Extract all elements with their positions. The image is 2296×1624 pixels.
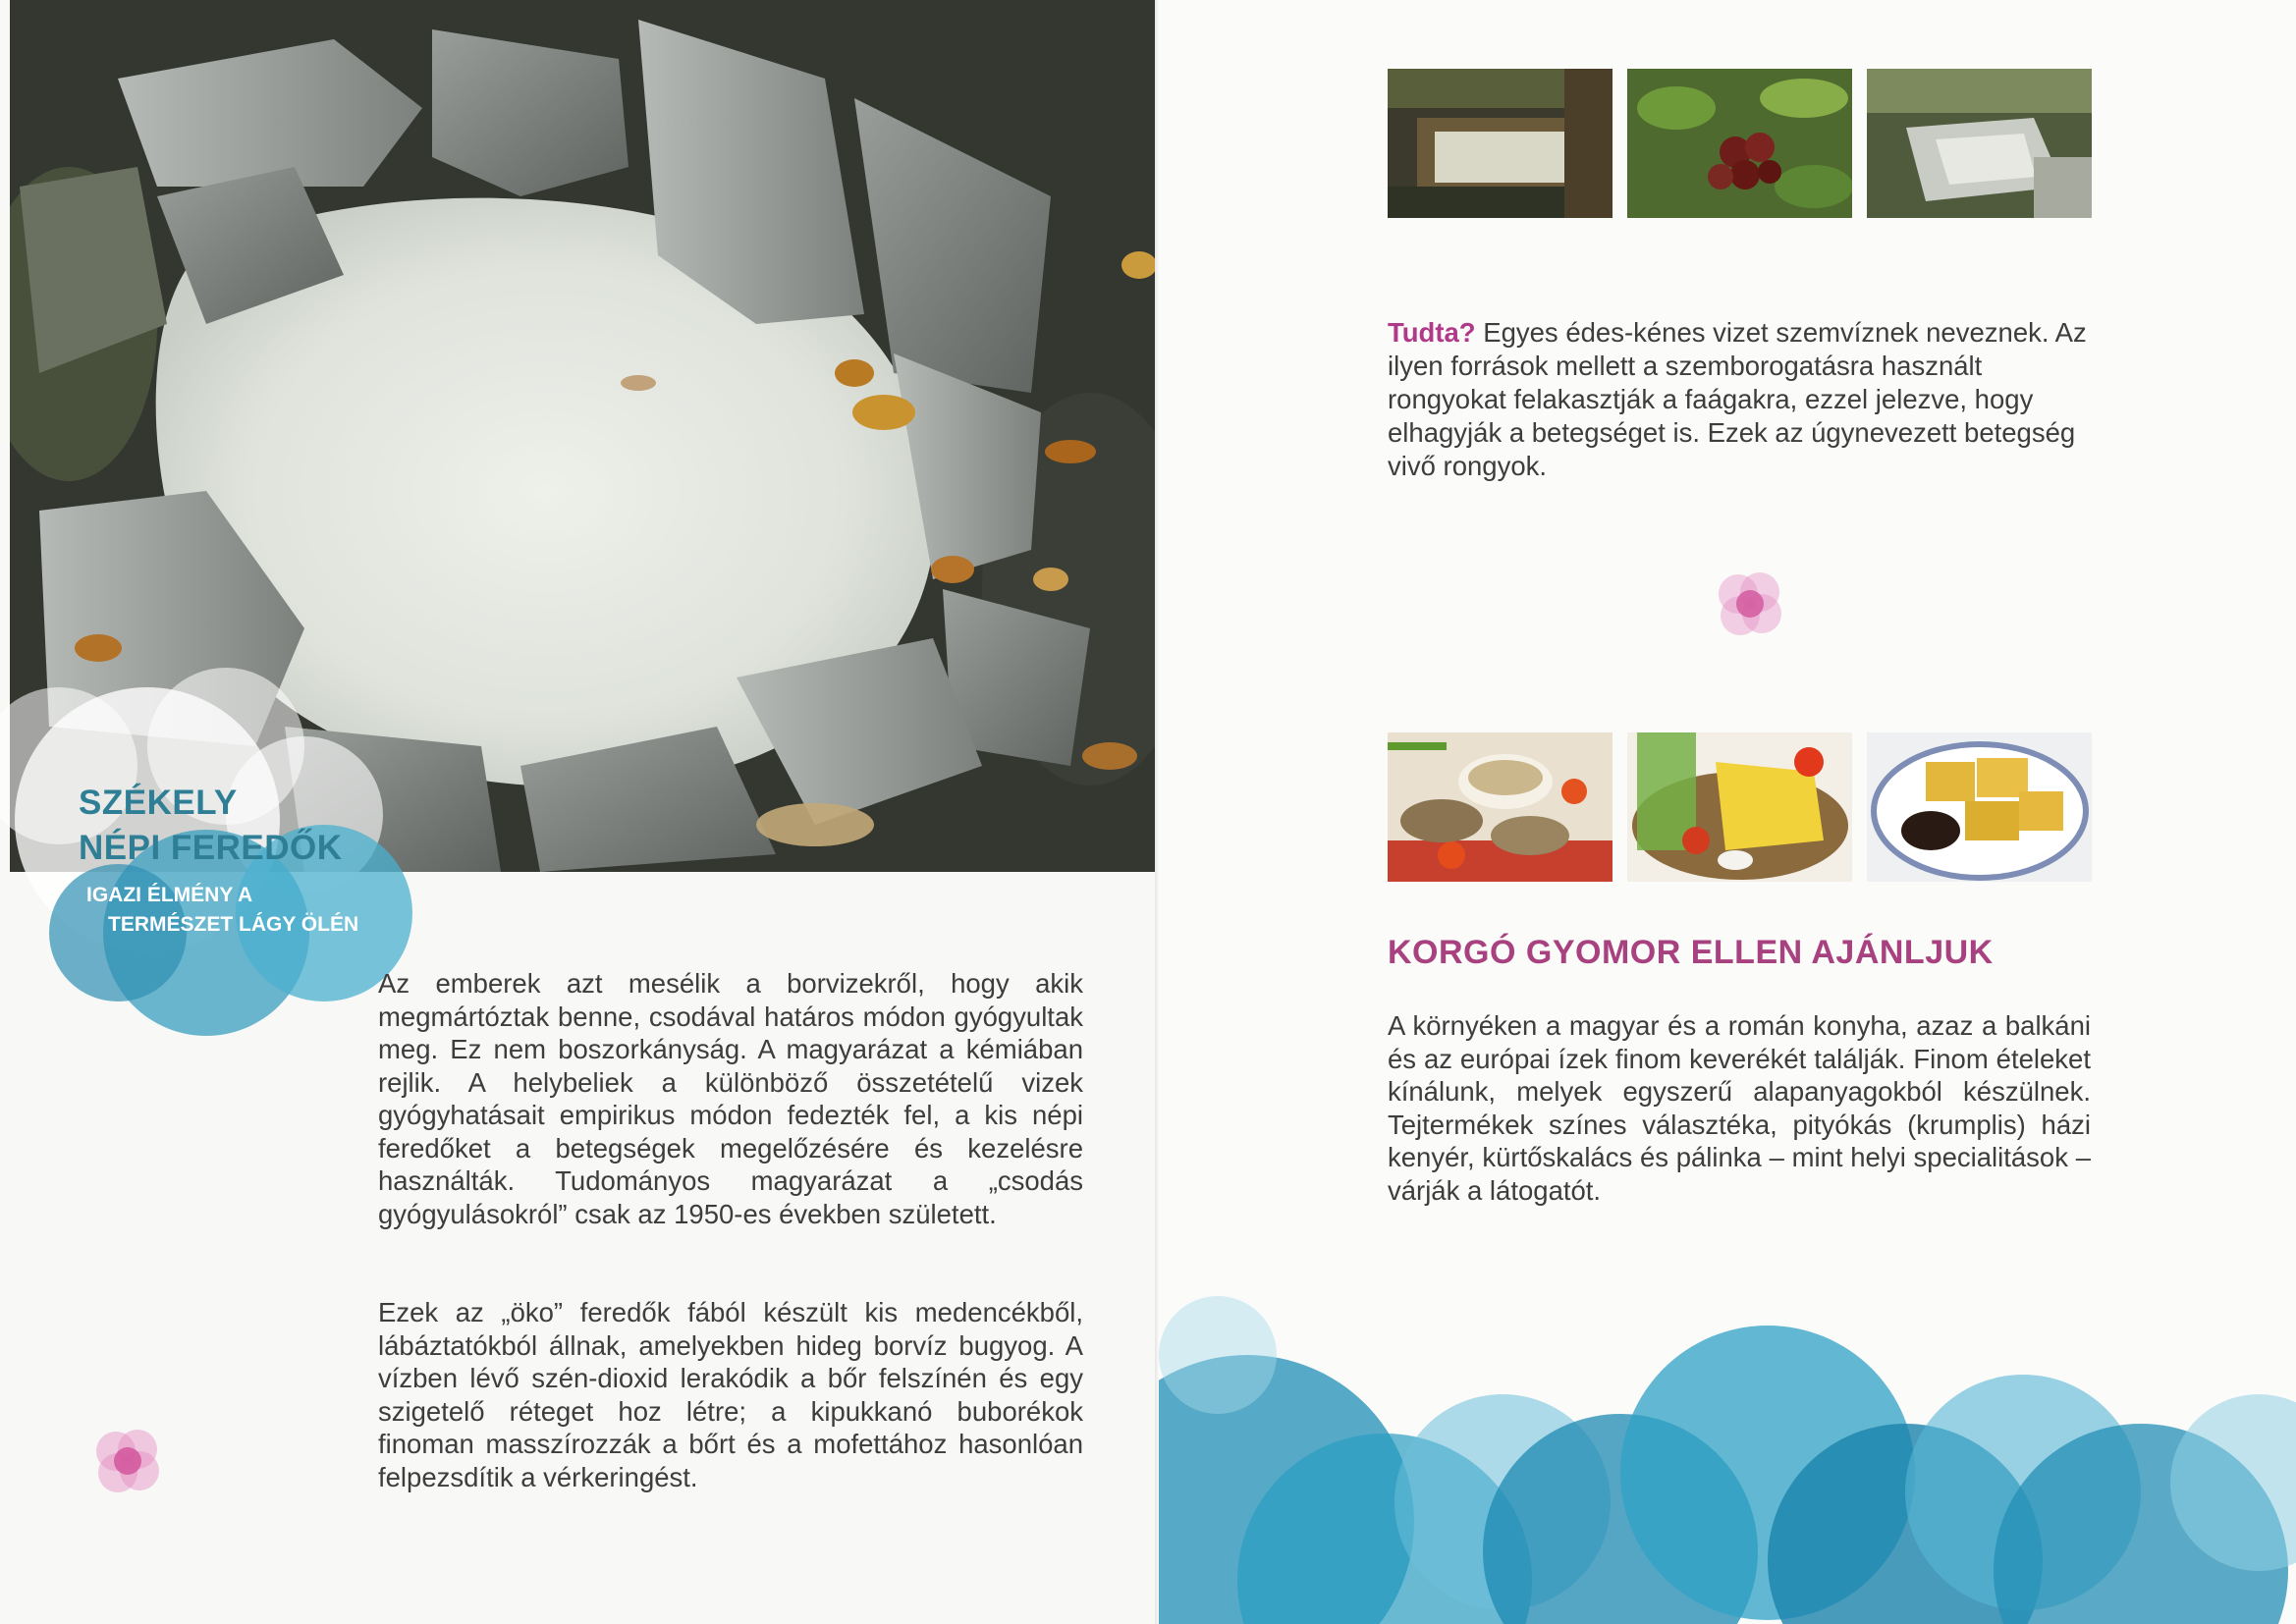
cake-plate-thumbnail	[1867, 732, 2092, 882]
paragraph-borviz: Az emberek azt mesélik a borvizekről, hogy akik megmártóztak benne, csodával határos módon gyógyultak meg. Ez nem boszorkányság. A magyarázat a kémiában rejlik. A helybeliek a különböző összetételű vizek gyógyhatásait empirikus módon fedezték fel, a kis népi feredőket a betegségek megelőzésére és kezelésre használták. Tudományos magyarázat a „csodás gyógyulásokról” csak az 1950-es években született.	[378, 968, 1083, 1229]
did-you-know-label: Tudta?	[1388, 317, 1476, 348]
paragraph-cuisine: A környéken a magyar és a román konyha, azaz a balkáni és az európai ízek finom keverékét találják. Finom ételeket kínálunk, melyek egyszerű alapanyagokból készülnek. Tejtermékek színes választéka, pityókás (krumplis) házi kenyér, kürtőskalács és pálinka – mint helyi specialitások – várják a látogatót.	[1388, 1010, 2091, 1206]
white-stone-spring-thumbnail	[1867, 69, 2092, 218]
wooden-spring-pool-thumbnail	[1388, 69, 1613, 218]
flower-icon	[88, 1422, 167, 1500]
did-you-know-box	[1388, 316, 2091, 483]
paragraph-oko-feredok: Ezek az „öko” feredők fából készült kis medencékből, lábáztatókból állnak, amelyekben hideg borvíz bugyog. A vízben lévő szén-dioxid lerakódik a bőr felszínén és egy szigetelő réteget hoz létre; a kipukkanó buborékok finoman masszírozzák a bőrt és a mofettához hasonlóan felpezsdítik a vérkeringést.	[378, 1297, 1083, 1492]
bottom-bubbles-decoration	[1159, 1267, 2296, 1624]
subtitle-line-1: IGAZI ÉLMÉNY A	[86, 884, 253, 906]
did-you-know-text: Egyes édes-kénes vizet szemvíznek neveznek. Az ilyen források mellett a szemborogatásra használt rongyokat felakasztják a faágakra, ezzel jelezve, hogy elhagyják a betegséget is. Ezek az úgynevezett betegség vivő rongyok.	[1388, 317, 2087, 481]
title-line-1: SZÉKELY	[79, 784, 238, 822]
section-subtitle	[86, 881, 401, 940]
vegetables-platter-thumbnail	[1627, 732, 1852, 882]
spread-and-tomatoes-thumbnail	[1388, 732, 1613, 882]
subtitle-line-2: TERMÉSZET LÁGY ÖLÉN	[108, 913, 359, 936]
title-line-2: NÉPI FEREDŐK	[79, 829, 343, 867]
food-section-heading: KORGÓ GYOMOR ELLEN AJÁNLJUK	[1388, 934, 1994, 971]
flower-icon-right	[1711, 565, 1789, 643]
cranberry-plant-thumbnail	[1627, 69, 1852, 218]
section-title	[79, 781, 393, 871]
